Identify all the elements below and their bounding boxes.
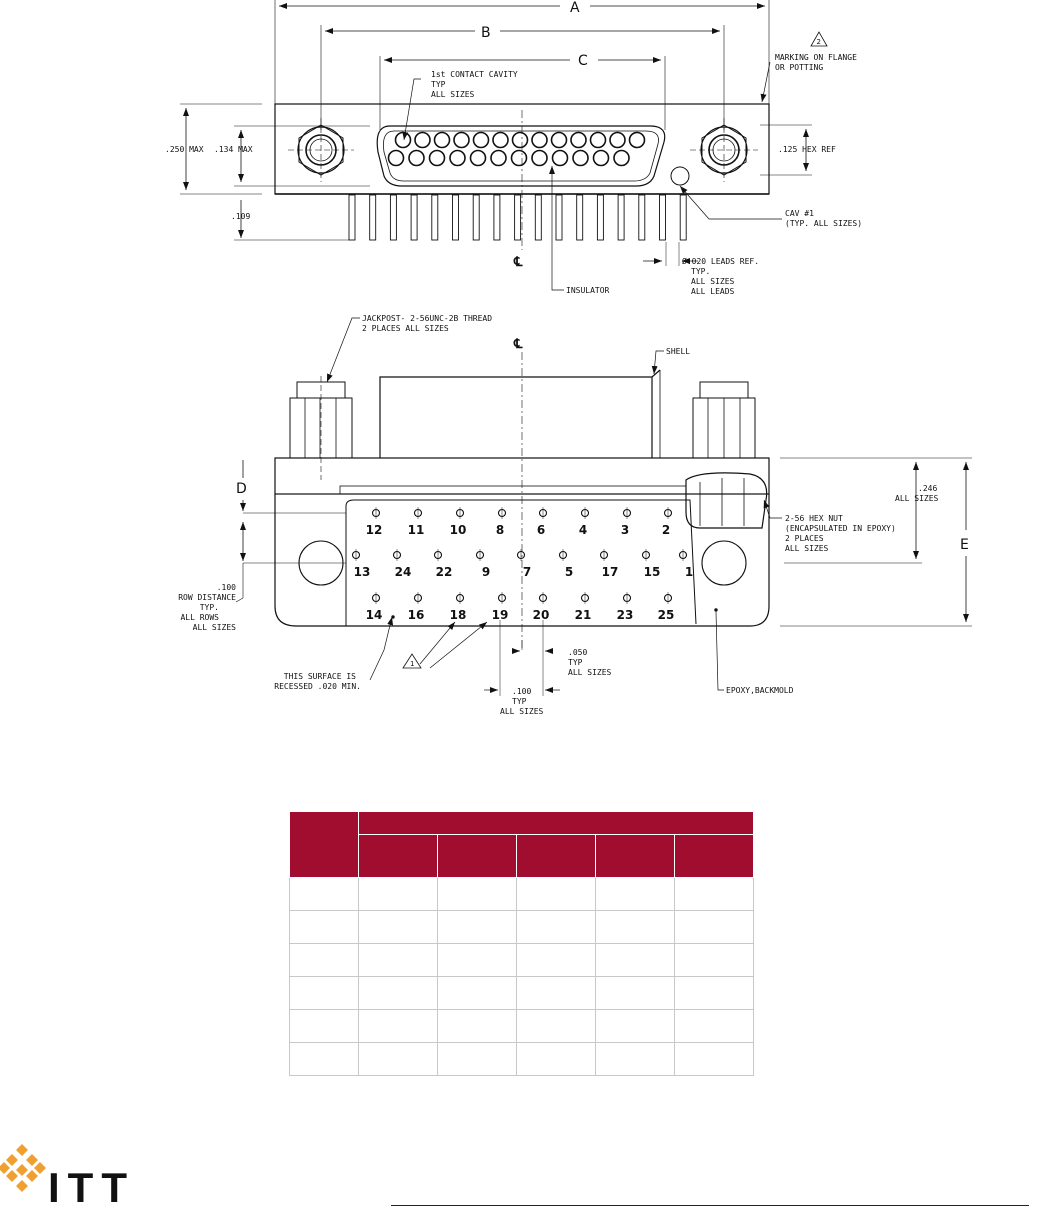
contact-cavity	[630, 133, 645, 148]
pin-number: 9	[481, 565, 491, 579]
pin-number: 2	[661, 523, 671, 537]
jackpost-note	[362, 314, 492, 333]
svg-text:.100: .100	[512, 687, 532, 696]
pin-number: 20	[532, 608, 550, 622]
pin-number: 13	[353, 565, 371, 579]
contact-cavity	[389, 151, 404, 166]
dim-c-label: C	[578, 53, 588, 69]
logo-diamond	[6, 1170, 18, 1182]
table-header-col	[596, 835, 675, 878]
svg-text:(TYP. ALL SIZES): (TYP. ALL SIZES)	[785, 219, 863, 228]
pin-number: 21	[574, 608, 592, 622]
svg-text:RECESSED .020 MIN.: RECESSED .020 MIN.	[274, 682, 361, 691]
table-header-col	[359, 835, 438, 878]
centerline-mark-top: ℄	[514, 255, 523, 270]
pin-number: 7	[522, 565, 532, 579]
svg-text:TYP.: TYP.	[199, 603, 219, 612]
svg-text:TYP: TYP	[431, 80, 446, 89]
lead	[390, 195, 396, 240]
lead	[411, 195, 417, 240]
logo-diamond	[6, 1154, 18, 1166]
lead	[535, 195, 541, 240]
dim-d-label: D	[236, 481, 247, 497]
pin-number: 1	[684, 565, 694, 579]
svg-text:ALL SIZES: ALL SIZES	[785, 544, 829, 553]
svg-text:OR POTTING: OR POTTING	[775, 63, 824, 72]
svg-text:ALL SIZES: ALL SIZES	[895, 494, 939, 503]
pin-number: 6	[536, 523, 546, 537]
logo-diamond	[16, 1164, 28, 1176]
insulator-note: INSULATOR	[566, 286, 610, 295]
pin-number: 18	[449, 608, 467, 622]
table-header-col	[675, 835, 754, 878]
lead	[473, 195, 479, 240]
table-row	[290, 878, 754, 911]
pin-number: 22	[435, 565, 453, 579]
lead	[597, 195, 603, 240]
contact-cavity	[415, 133, 430, 148]
cav1-note	[785, 209, 862, 228]
row-distance-note	[178, 583, 236, 632]
contact-cavity	[409, 151, 424, 166]
contact-cavity	[471, 151, 486, 166]
lead	[349, 195, 355, 240]
first-contact-note	[431, 70, 518, 99]
svg-text:2 PLACES ALL SIZES: 2 PLACES ALL SIZES	[362, 324, 449, 333]
flange-height-note: .250 MAX	[165, 145, 204, 154]
hex-nut-note	[785, 514, 896, 553]
contact-cavity	[573, 151, 588, 166]
table-header-corner	[290, 812, 359, 878]
dim-e-label: E	[960, 537, 969, 553]
pin-number: 25	[657, 608, 675, 622]
contact-cavity	[552, 133, 567, 148]
svg-text:1st CONTACT CAVITY: 1st CONTACT CAVITY	[431, 70, 518, 79]
pitch-100-note	[500, 687, 544, 716]
svg-text:TYP.: TYP.	[691, 267, 711, 276]
contact-cavity	[571, 133, 586, 148]
pin-number: 19	[491, 608, 509, 622]
front-view	[236, 318, 972, 696]
epoxy-note: EPOXY,BACKMOLD	[726, 686, 794, 695]
svg-text:Ø.020 LEADS REF.: Ø.020 LEADS REF.	[682, 257, 760, 266]
contact-cavity	[610, 133, 625, 148]
contact-cavity	[513, 133, 528, 148]
lead	[453, 195, 459, 240]
dim-a-label: A	[570, 0, 580, 16]
logo-diamond	[16, 1144, 28, 1156]
svg-text:.050: .050	[568, 648, 588, 657]
surface-note	[274, 672, 361, 691]
svg-text:ROW DISTANCE: ROW DISTANCE	[178, 593, 236, 602]
pin-number: 23	[616, 608, 634, 622]
lead	[515, 195, 521, 240]
pin-number: 12	[365, 523, 383, 537]
contact-cavity	[491, 151, 506, 166]
lead	[432, 195, 438, 240]
pin-number: 14	[365, 608, 383, 622]
pin-number: 11	[407, 523, 425, 537]
flag-2-number: 2	[816, 38, 821, 46]
svg-text:.100: .100	[216, 583, 236, 592]
table-header-col	[438, 835, 517, 878]
contact-cavity	[594, 151, 609, 166]
itt-logo-diamonds	[0, 1144, 46, 1192]
itt-logo-text: ITT	[48, 1164, 135, 1211]
lead	[494, 195, 500, 240]
table-row	[290, 911, 754, 944]
svg-text:THIS SURFACE IS: THIS SURFACE IS	[283, 672, 356, 681]
pin-number: 24	[394, 565, 412, 579]
contact-cavity	[532, 151, 547, 166]
pin-number: 10	[449, 523, 467, 537]
contact-cavity	[474, 133, 489, 148]
pin-labels	[354, 523, 694, 622]
table-row	[290, 944, 754, 977]
contact-cavity	[512, 151, 527, 166]
svg-text:CAV #1: CAV #1	[785, 209, 814, 218]
lead	[577, 195, 583, 240]
marking-note	[775, 53, 857, 72]
logo-diamond	[16, 1180, 28, 1192]
table-header-span	[359, 812, 754, 835]
svg-text:ALL SIZES: ALL SIZES	[431, 90, 475, 99]
table-header-col	[517, 835, 596, 878]
pin-number: 5	[564, 565, 574, 579]
svg-text:ALL SIZES: ALL SIZES	[691, 277, 735, 286]
dimension-table	[289, 811, 754, 1076]
lead	[618, 195, 624, 240]
contact-cavity	[450, 151, 465, 166]
svg-text:ALL ROWS: ALL ROWS	[180, 613, 219, 622]
top-view	[180, 0, 827, 290]
flag-1-number: 1	[410, 660, 415, 668]
contact-cavity	[396, 133, 411, 148]
leads-note	[682, 256, 759, 296]
contact-cavity	[591, 133, 606, 148]
lead	[660, 195, 666, 240]
contact-cavity	[435, 133, 450, 148]
svg-text:ALL LEADS: ALL LEADS	[691, 287, 735, 296]
row-246-note	[895, 484, 939, 503]
footer-rule	[391, 1205, 1029, 1206]
svg-text:TYP: TYP	[568, 658, 583, 667]
pin-number: 17	[601, 565, 619, 579]
lead-length-note: .109	[231, 212, 251, 221]
offset-050-note	[568, 648, 612, 677]
lead	[639, 195, 645, 240]
svg-text:(ENCAPSULATED IN EPOXY): (ENCAPSULATED IN EPOXY)	[785, 524, 896, 533]
contact-cavity	[493, 133, 508, 148]
pin-number: 16	[407, 608, 425, 622]
logo-diamond	[26, 1154, 38, 1166]
svg-text:MARKING ON FLANGE: MARKING ON FLANGE	[775, 53, 857, 62]
centerline-mark-front: ℄	[514, 337, 523, 352]
svg-text:TYP: TYP	[512, 697, 527, 706]
hex-ref-note: .125 HEX REF	[778, 145, 836, 154]
contact-cavity	[430, 151, 445, 166]
logo-diamond	[0, 1162, 10, 1174]
svg-text:2-56 HEX NUT: 2-56 HEX NUT	[785, 514, 843, 523]
svg-text:.246: .246	[918, 484, 938, 493]
lead	[556, 195, 562, 240]
lead	[680, 195, 686, 240]
pin-number: 15	[643, 565, 661, 579]
table-row	[290, 977, 754, 1010]
svg-text:JACKPOST- 2-56UNC-2B THREAD: JACKPOST- 2-56UNC-2B THREAD	[362, 314, 493, 323]
logo-diamond	[26, 1170, 38, 1182]
pin-number: 3	[620, 523, 630, 537]
pin-number: 8	[495, 523, 505, 537]
contact-cavity	[532, 133, 547, 148]
shell-height-note: .134 MAX	[214, 145, 253, 154]
logo-diamond	[34, 1162, 46, 1174]
svg-text:ALL SIZES: ALL SIZES	[500, 707, 544, 716]
table-row	[290, 1010, 754, 1043]
pin-number: 4	[578, 523, 588, 537]
table-row	[290, 1043, 754, 1076]
contact-cavity	[454, 133, 469, 148]
lead	[370, 195, 376, 240]
contact-cavity	[553, 151, 568, 166]
contact-cavity	[614, 151, 629, 166]
shell-note: SHELL	[666, 347, 691, 356]
svg-text:ALL SIZES: ALL SIZES	[568, 668, 612, 677]
dim-b-label: B	[481, 25, 491, 41]
svg-text:2 PLACES: 2 PLACES	[785, 534, 824, 543]
svg-text:ALL SIZES: ALL SIZES	[192, 623, 236, 632]
